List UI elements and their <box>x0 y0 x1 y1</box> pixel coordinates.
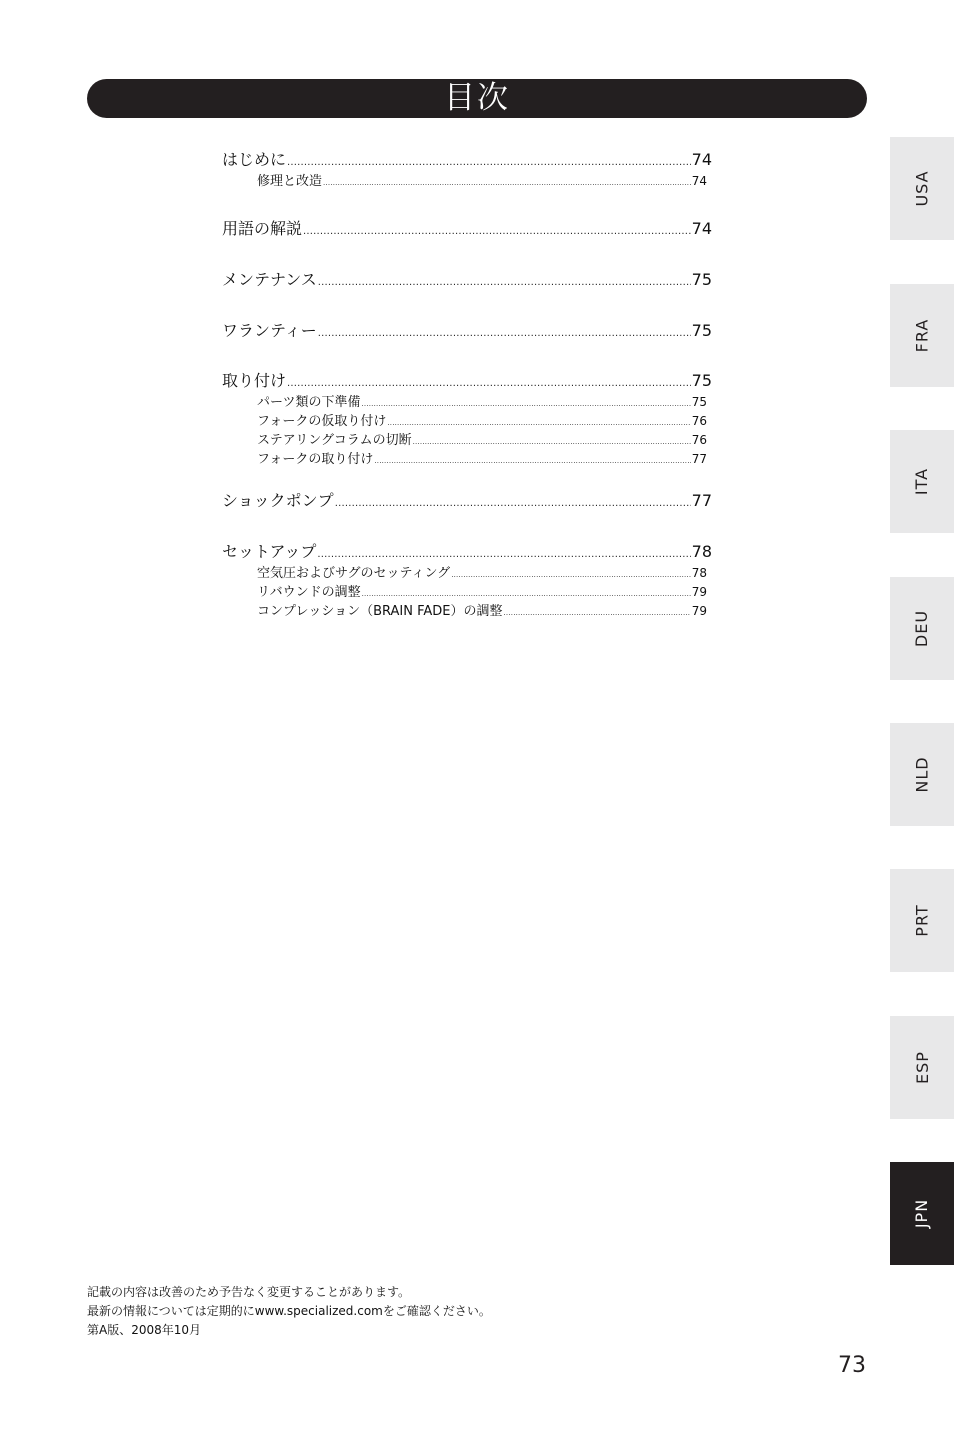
language-tab-label: NLD <box>912 756 932 793</box>
toc-entry-page: 74 <box>691 150 712 169</box>
toc-entry-label: 用語の解説 <box>222 219 303 238</box>
toc-subentry-parts-prep[interactable] <box>222 393 712 412</box>
toc-entry-setup[interactable] <box>222 539 712 564</box>
toc-entry-label: 取り付け <box>222 371 287 390</box>
toc-subentry-label: コンプレッション（BRAIN FADE）の調整 <box>257 604 503 619</box>
language-tab-prt[interactable] <box>890 869 954 972</box>
toc-entry-glossary[interactable] <box>222 216 712 241</box>
language-tab-deu[interactable] <box>890 577 954 680</box>
footer-line: 第A版、2008年10月 <box>87 1323 202 1337</box>
toc-subentry-fork-test-fit[interactable] <box>222 412 712 431</box>
toc-leader-dots <box>335 491 691 516</box>
language-tab-label: USA <box>912 170 932 207</box>
toc-subentry-fork-install[interactable] <box>222 450 712 469</box>
toc-subentry-page: 78 <box>691 566 707 580</box>
page-title: 目次 <box>444 80 510 116</box>
toc-leader-dots <box>504 604 691 623</box>
toc-leader-dots <box>323 174 691 193</box>
language-tab-ita[interactable] <box>890 430 954 533</box>
language-tab-nld[interactable] <box>890 723 954 826</box>
toc-entry-label: セットアップ <box>222 542 317 561</box>
toc-leader-dots <box>303 219 691 244</box>
toc-subentry-label: フォークの取り付け <box>257 452 374 467</box>
toc-leader-dots <box>387 414 690 433</box>
toc-subentry-page: 76 <box>691 414 707 428</box>
footer-notes <box>87 1283 491 1340</box>
toc-subentry-compression[interactable] <box>222 602 712 621</box>
toc-subentry-repair[interactable] <box>222 172 712 191</box>
toc-entry-page: 78 <box>691 542 712 561</box>
toc-subentry-page: 79 <box>691 585 707 599</box>
language-tab-label: PRT <box>912 904 932 937</box>
language-tab-label: DEU <box>912 609 932 648</box>
toc-entry-label: はじめに <box>222 150 287 169</box>
toc-subentry-page: 77 <box>691 452 707 466</box>
toc-leader-dots <box>413 433 691 452</box>
title-bar <box>87 79 867 118</box>
language-tab-label: ESP <box>912 1051 932 1084</box>
toc-leader-dots <box>287 150 691 175</box>
language-tab-esp[interactable] <box>890 1016 954 1119</box>
toc-entry-introduction[interactable] <box>222 147 712 172</box>
toc-entry-page: 75 <box>691 270 712 289</box>
language-tab-usa[interactable] <box>890 137 954 240</box>
toc-subentry-label: ステアリングコラムの切断 <box>257 433 412 448</box>
toc-leader-dots <box>374 452 690 471</box>
toc-subentry-label: リバウンドの調整 <box>257 585 361 600</box>
toc-entry-page: 75 <box>691 321 712 340</box>
toc-subentry-page: 75 <box>691 395 707 409</box>
toc-leader-dots <box>318 321 691 346</box>
toc-entry-maintenance[interactable] <box>222 267 712 292</box>
language-tab-jpn[interactable] <box>890 1162 954 1265</box>
language-tab-fra[interactable] <box>890 284 954 387</box>
toc-subentry-page: 76 <box>691 433 707 447</box>
toc-entry-label: メンテナンス <box>222 270 317 289</box>
toc-entry-page: 74 <box>691 219 712 238</box>
toc-subentry-steerer-cut[interactable] <box>222 431 712 450</box>
language-tab-label: FRA <box>912 318 932 353</box>
toc-entry-page: 75 <box>691 371 712 390</box>
toc-subentry-label: フォークの仮取り付け <box>257 414 387 429</box>
toc-leader-dots <box>361 395 690 414</box>
toc-subentry-label: パーツ類の下準備 <box>257 395 361 410</box>
toc-subentry-label: 空気圧およびサグのセッティング <box>257 566 451 581</box>
toc-subentry-air-sag[interactable] <box>222 564 712 583</box>
toc-entry-shock-pump[interactable] <box>222 488 712 513</box>
toc-entry-label: ワランティー <box>222 321 317 340</box>
toc-subentry-page: 74 <box>691 174 707 188</box>
toc-entry-page: 77 <box>691 491 712 510</box>
toc-entry-label: ショックポンプ <box>222 491 334 510</box>
language-tab-label: ITA <box>912 467 932 496</box>
toc-subentry-page: 79 <box>691 604 707 618</box>
toc-entry-installation[interactable] <box>222 368 712 393</box>
toc-leader-dots <box>318 270 691 295</box>
toc-subentry-rebound[interactable] <box>222 583 712 602</box>
page-number: 73 <box>838 1353 866 1378</box>
toc-leader-dots <box>451 566 691 585</box>
footer-line: 記載の内容は改善のため予告なく変更することがあります。 <box>87 1285 411 1299</box>
table-of-contents <box>222 147 712 621</box>
toc-entry-warranty[interactable] <box>222 318 712 343</box>
language-tab-label: JPN <box>912 1198 932 1229</box>
toc-subentry-label: 修理と改造 <box>257 174 323 189</box>
footer-line: 最新の情報については定期的にwww.specialized.comをご確認ください。 <box>87 1304 491 1318</box>
